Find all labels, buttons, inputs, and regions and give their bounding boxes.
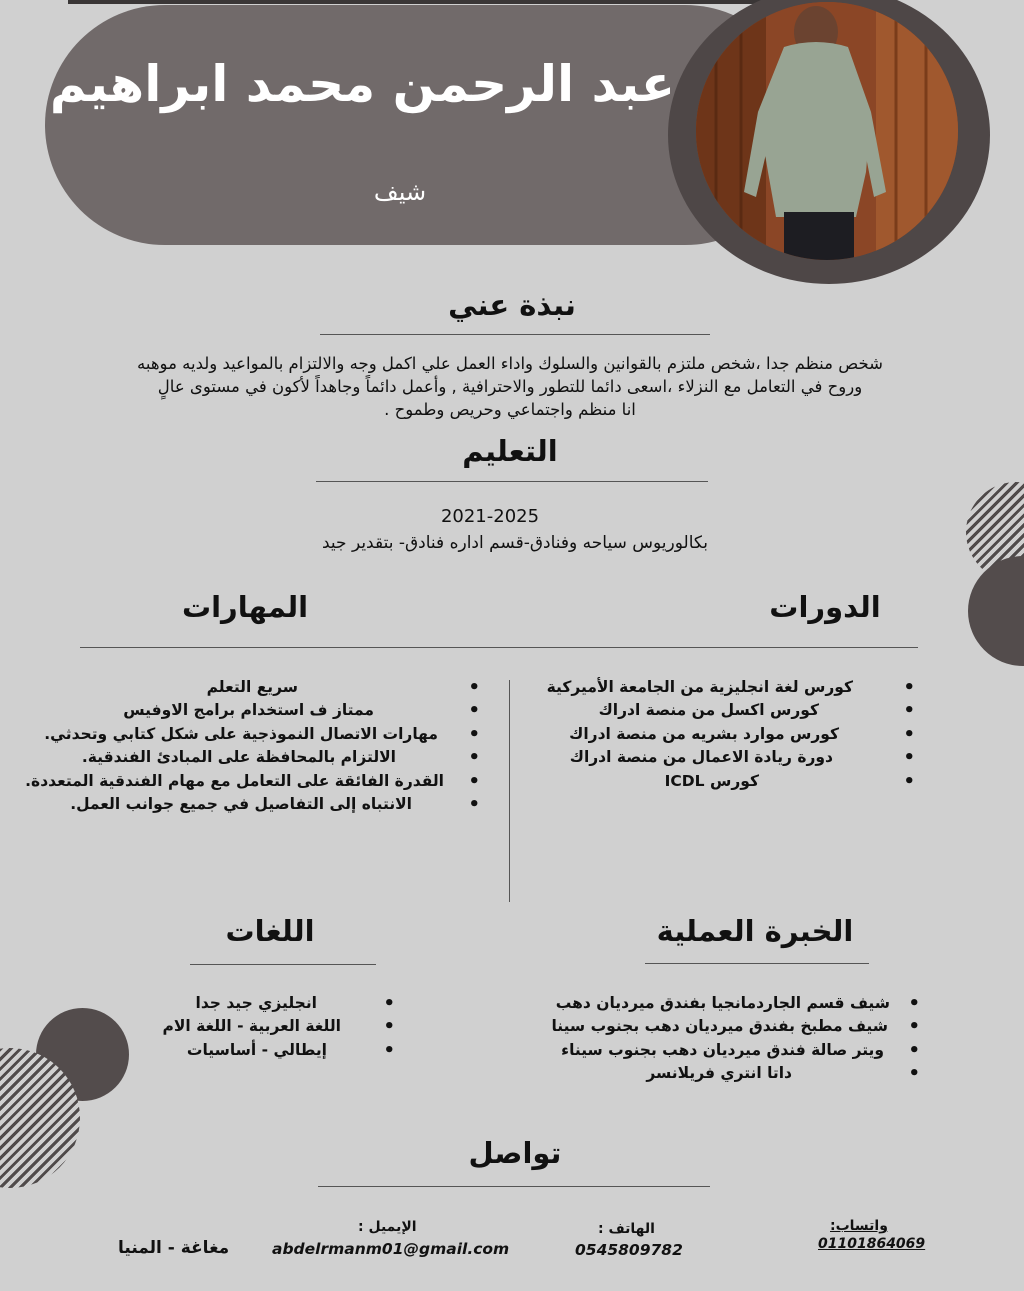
languages-divider xyxy=(190,964,376,965)
contact-divider xyxy=(318,1186,710,1187)
email-label: الإيميل : xyxy=(358,1219,417,1235)
list-item: • ويتر صالة فندق ميرديان دهب بجنوب سيناء xyxy=(561,1039,920,1061)
list-item: • سريع التعلم xyxy=(206,677,480,698)
list-item: • انجليزي جيد جدا xyxy=(195,993,395,1014)
education-title: التعليم xyxy=(462,434,558,468)
education-degree: بكالوريوس سياحه وفنادق-قسم اداره فنادق- بتقدير جيد xyxy=(321,533,708,553)
list-item: • كورس ICDL xyxy=(664,770,915,792)
whatsapp-label: واتساب: xyxy=(830,1218,888,1234)
list-item: • القدرة الفائقة على التعامل مع مهام الفندقية المتعددة. xyxy=(25,770,480,792)
experience-list xyxy=(540,992,920,1086)
about-line: انا منظم واجتماعي وحريص وطموح . xyxy=(384,400,636,419)
education-years: 2021-2025 xyxy=(440,506,540,527)
job-title: شيف xyxy=(373,178,427,206)
about-line: شخص منظم جدا ،شخص ملتزم بالقوانين والسلوك واداء العمل علي اكمل وجه والالتزام بالمواعيد ولديه موهبه xyxy=(137,354,883,373)
about-title: نبذة عني xyxy=(448,288,576,322)
whatsapp-number[interactable]: 01101864069 xyxy=(818,1236,926,1252)
languages-list xyxy=(150,992,395,1062)
email-address[interactable]: abdelrmanm01@gmail.com xyxy=(272,1240,510,1258)
education-divider xyxy=(316,481,708,482)
about-paragraph xyxy=(100,352,920,421)
list-item: • كورس موارد بشريه من منصة ادراك xyxy=(569,723,915,745)
decorative-dark-circle xyxy=(968,556,1024,666)
experience-title: الخبرة العملية xyxy=(656,914,854,948)
list-item: • شيف قسم الجاردمانجيا بفندق ميرديان دهب xyxy=(555,993,920,1014)
about-divider xyxy=(320,334,710,335)
list-item: • داتا انتري فريلانسر xyxy=(646,1063,920,1085)
list-item: • دورة ريادة الاعمال من منصة ادراك xyxy=(569,747,915,769)
courses-title: الدورات xyxy=(769,590,881,624)
experience-divider xyxy=(645,963,869,964)
phone-number[interactable]: 0545809782 xyxy=(575,1241,683,1259)
list-item: • الانتباه إلى التفاصيل في جميع جوانب العمل. xyxy=(70,794,480,816)
courses-list xyxy=(540,676,915,793)
person-name: عبد الرحمن محمد ابراهيم xyxy=(49,55,675,113)
list-item: • مهارات الاتصال النموذجية على شكل كتابي وتحدثي. xyxy=(44,723,480,745)
list-item: • كورس اكسل من منصة ادراك xyxy=(598,700,915,722)
top-strip xyxy=(68,0,808,4)
list-item: • ممتاز ف استخدام برامج الاوفيس xyxy=(123,700,480,722)
column-divider xyxy=(509,680,510,902)
profile-photo xyxy=(696,2,958,260)
phone-label: الهاتف : xyxy=(598,1221,655,1237)
courses-skills-divider xyxy=(80,647,918,648)
list-item: • كورس لغة انجليزية من الجامعة الأميركية xyxy=(546,677,915,698)
contact-title: تواصل xyxy=(468,1136,562,1170)
list-item: • شيف مطبخ بفندق ميرديان دهب بجنوب سينا xyxy=(551,1016,920,1038)
address: مغاغة - المنيا xyxy=(118,1238,230,1258)
skills-title: المهارات xyxy=(181,590,309,624)
list-item: • الالتزام بالمحافظة على المبادئ الفندقية. xyxy=(81,747,480,769)
skills-list xyxy=(25,676,480,816)
list-item: • اللغة العربية - اللغة الام xyxy=(162,1016,395,1038)
list-item: • إيطالي - أساسيات xyxy=(186,1039,395,1061)
about-line: وروح في التعامل مع النزلاء ،اسعى دائما للتطور والاحترافية , وأعمل دائماً وجاهداً لأكون في مستوى عالٍ xyxy=(157,377,863,396)
languages-title: اللغات xyxy=(225,914,315,948)
